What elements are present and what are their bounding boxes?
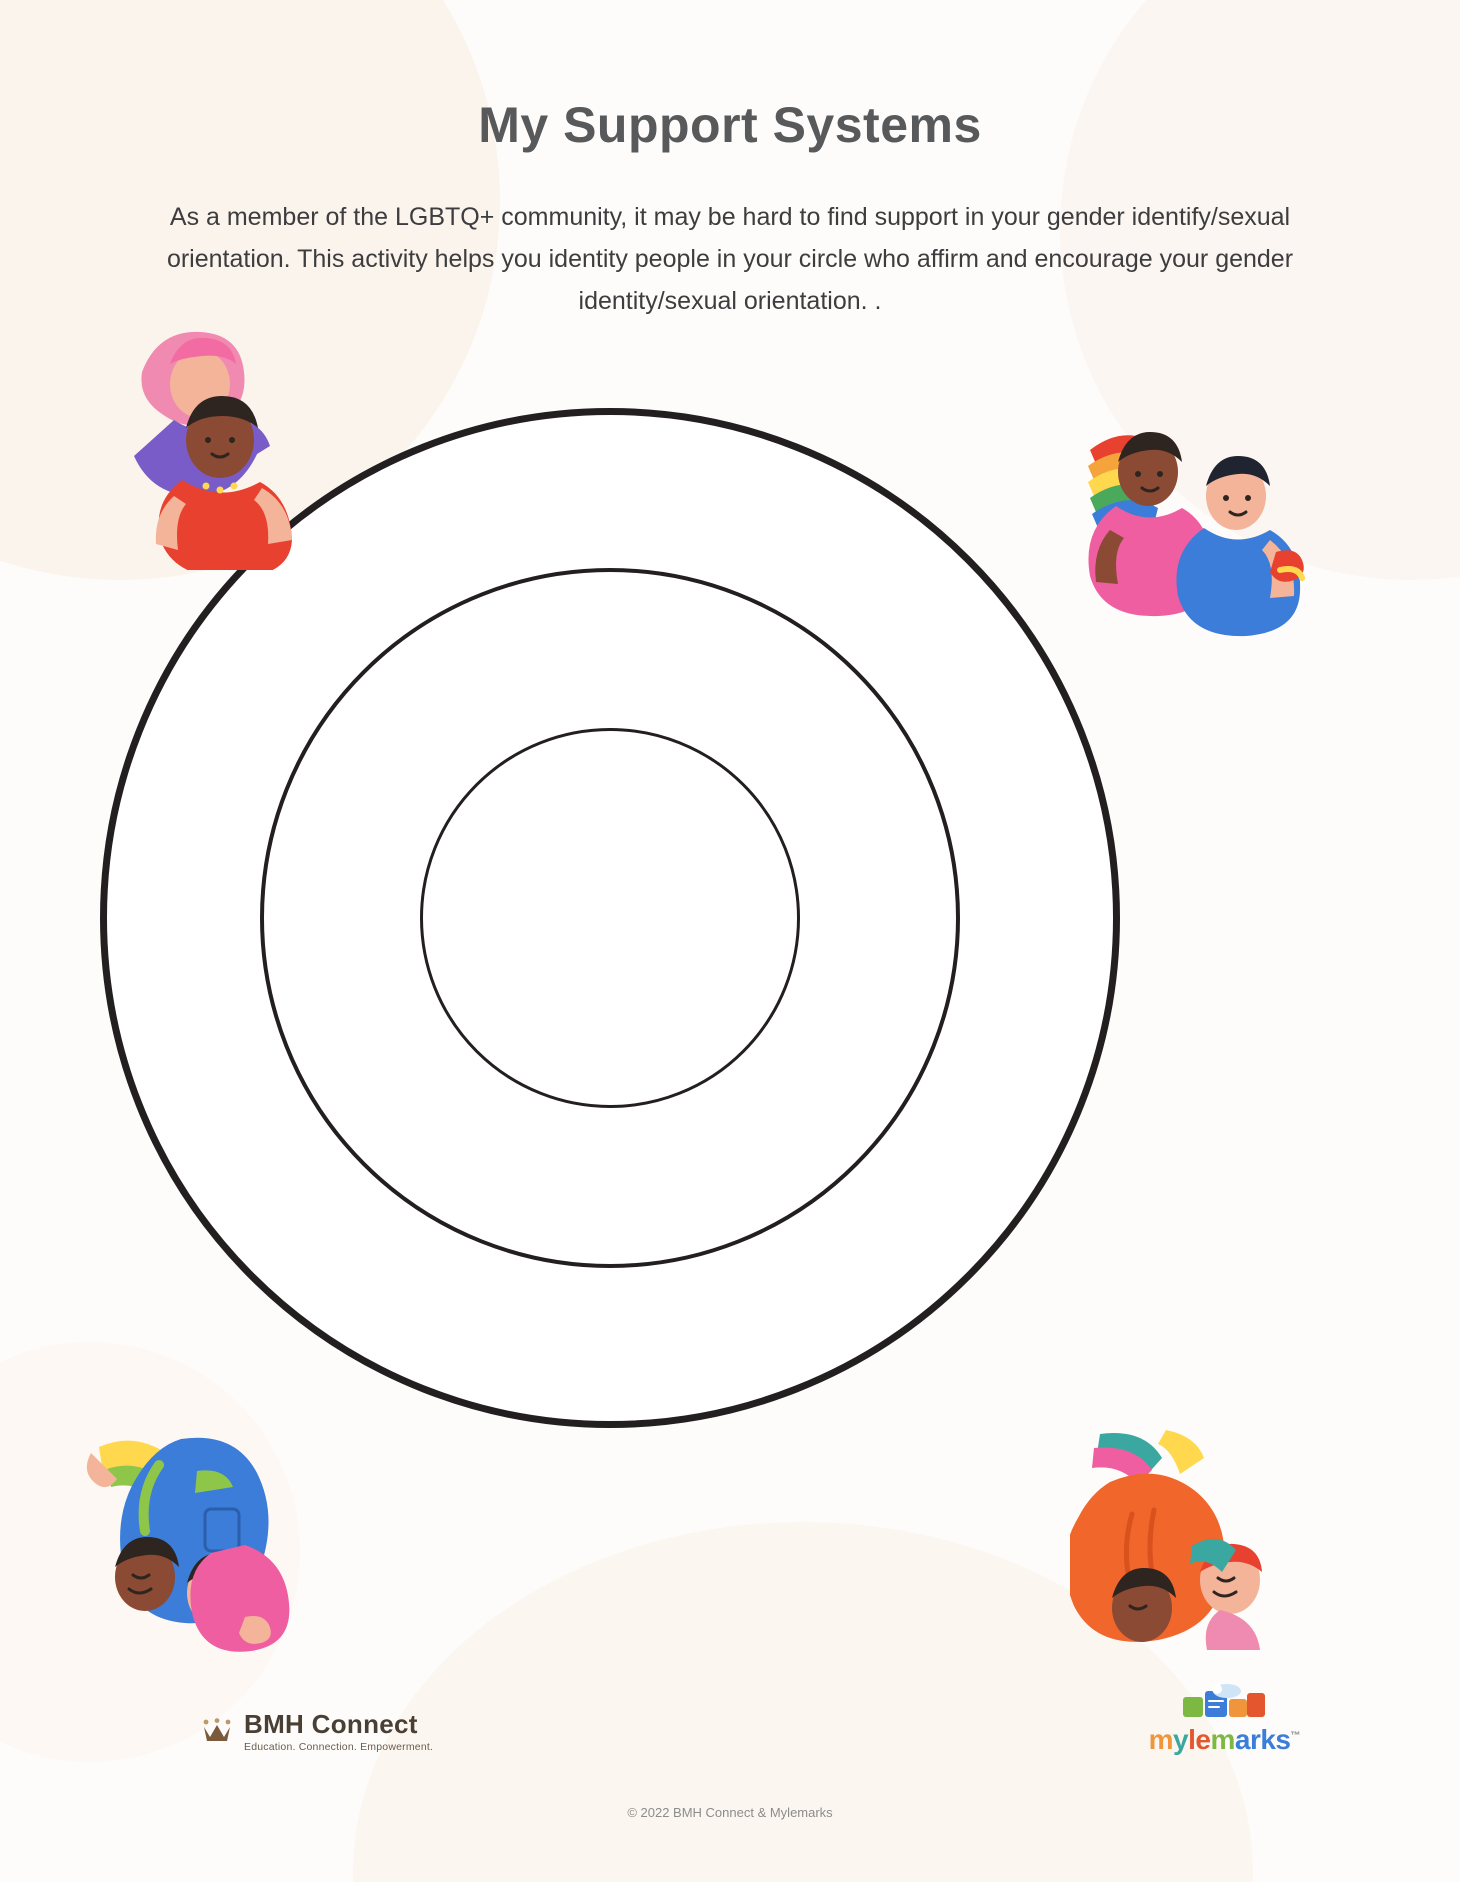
illustration-couple-top-left [112, 300, 342, 570]
illustration-friends-top-right [1080, 410, 1310, 640]
illustration-friends-bottom-left [85, 1425, 345, 1655]
bmh-brand-name: BMH Connect [244, 1708, 418, 1739]
intro-paragraph: As a member of the LGBTQ+ community, it may be hard to find support in your gender identify/sexual orientation. This activity helps you identity people in your circle who affirm and encourage your gender identity/sexual orientation. . [166, 203, 1294, 315]
crown-icon [200, 1714, 234, 1748]
copyright-notice: © 2022 BMH Connect & Mylemarks [627, 1805, 833, 1820]
page-title: My Support Systems [478, 97, 982, 153]
inner-ring[interactable] [420, 728, 800, 1108]
illustration-friends-bottom-right [1070, 1430, 1310, 1650]
footer-brand-mylemarks [1149, 1681, 1300, 1754]
footer-brand-bmh [200, 1708, 434, 1753]
mylemarks-logo-icon [1181, 1681, 1267, 1726]
bmh-brand-tagline: Education. Connection. Empowerment. [244, 1740, 434, 1753]
mylemarks-wordmark: mylemarks™ [1148, 1724, 1300, 1755]
